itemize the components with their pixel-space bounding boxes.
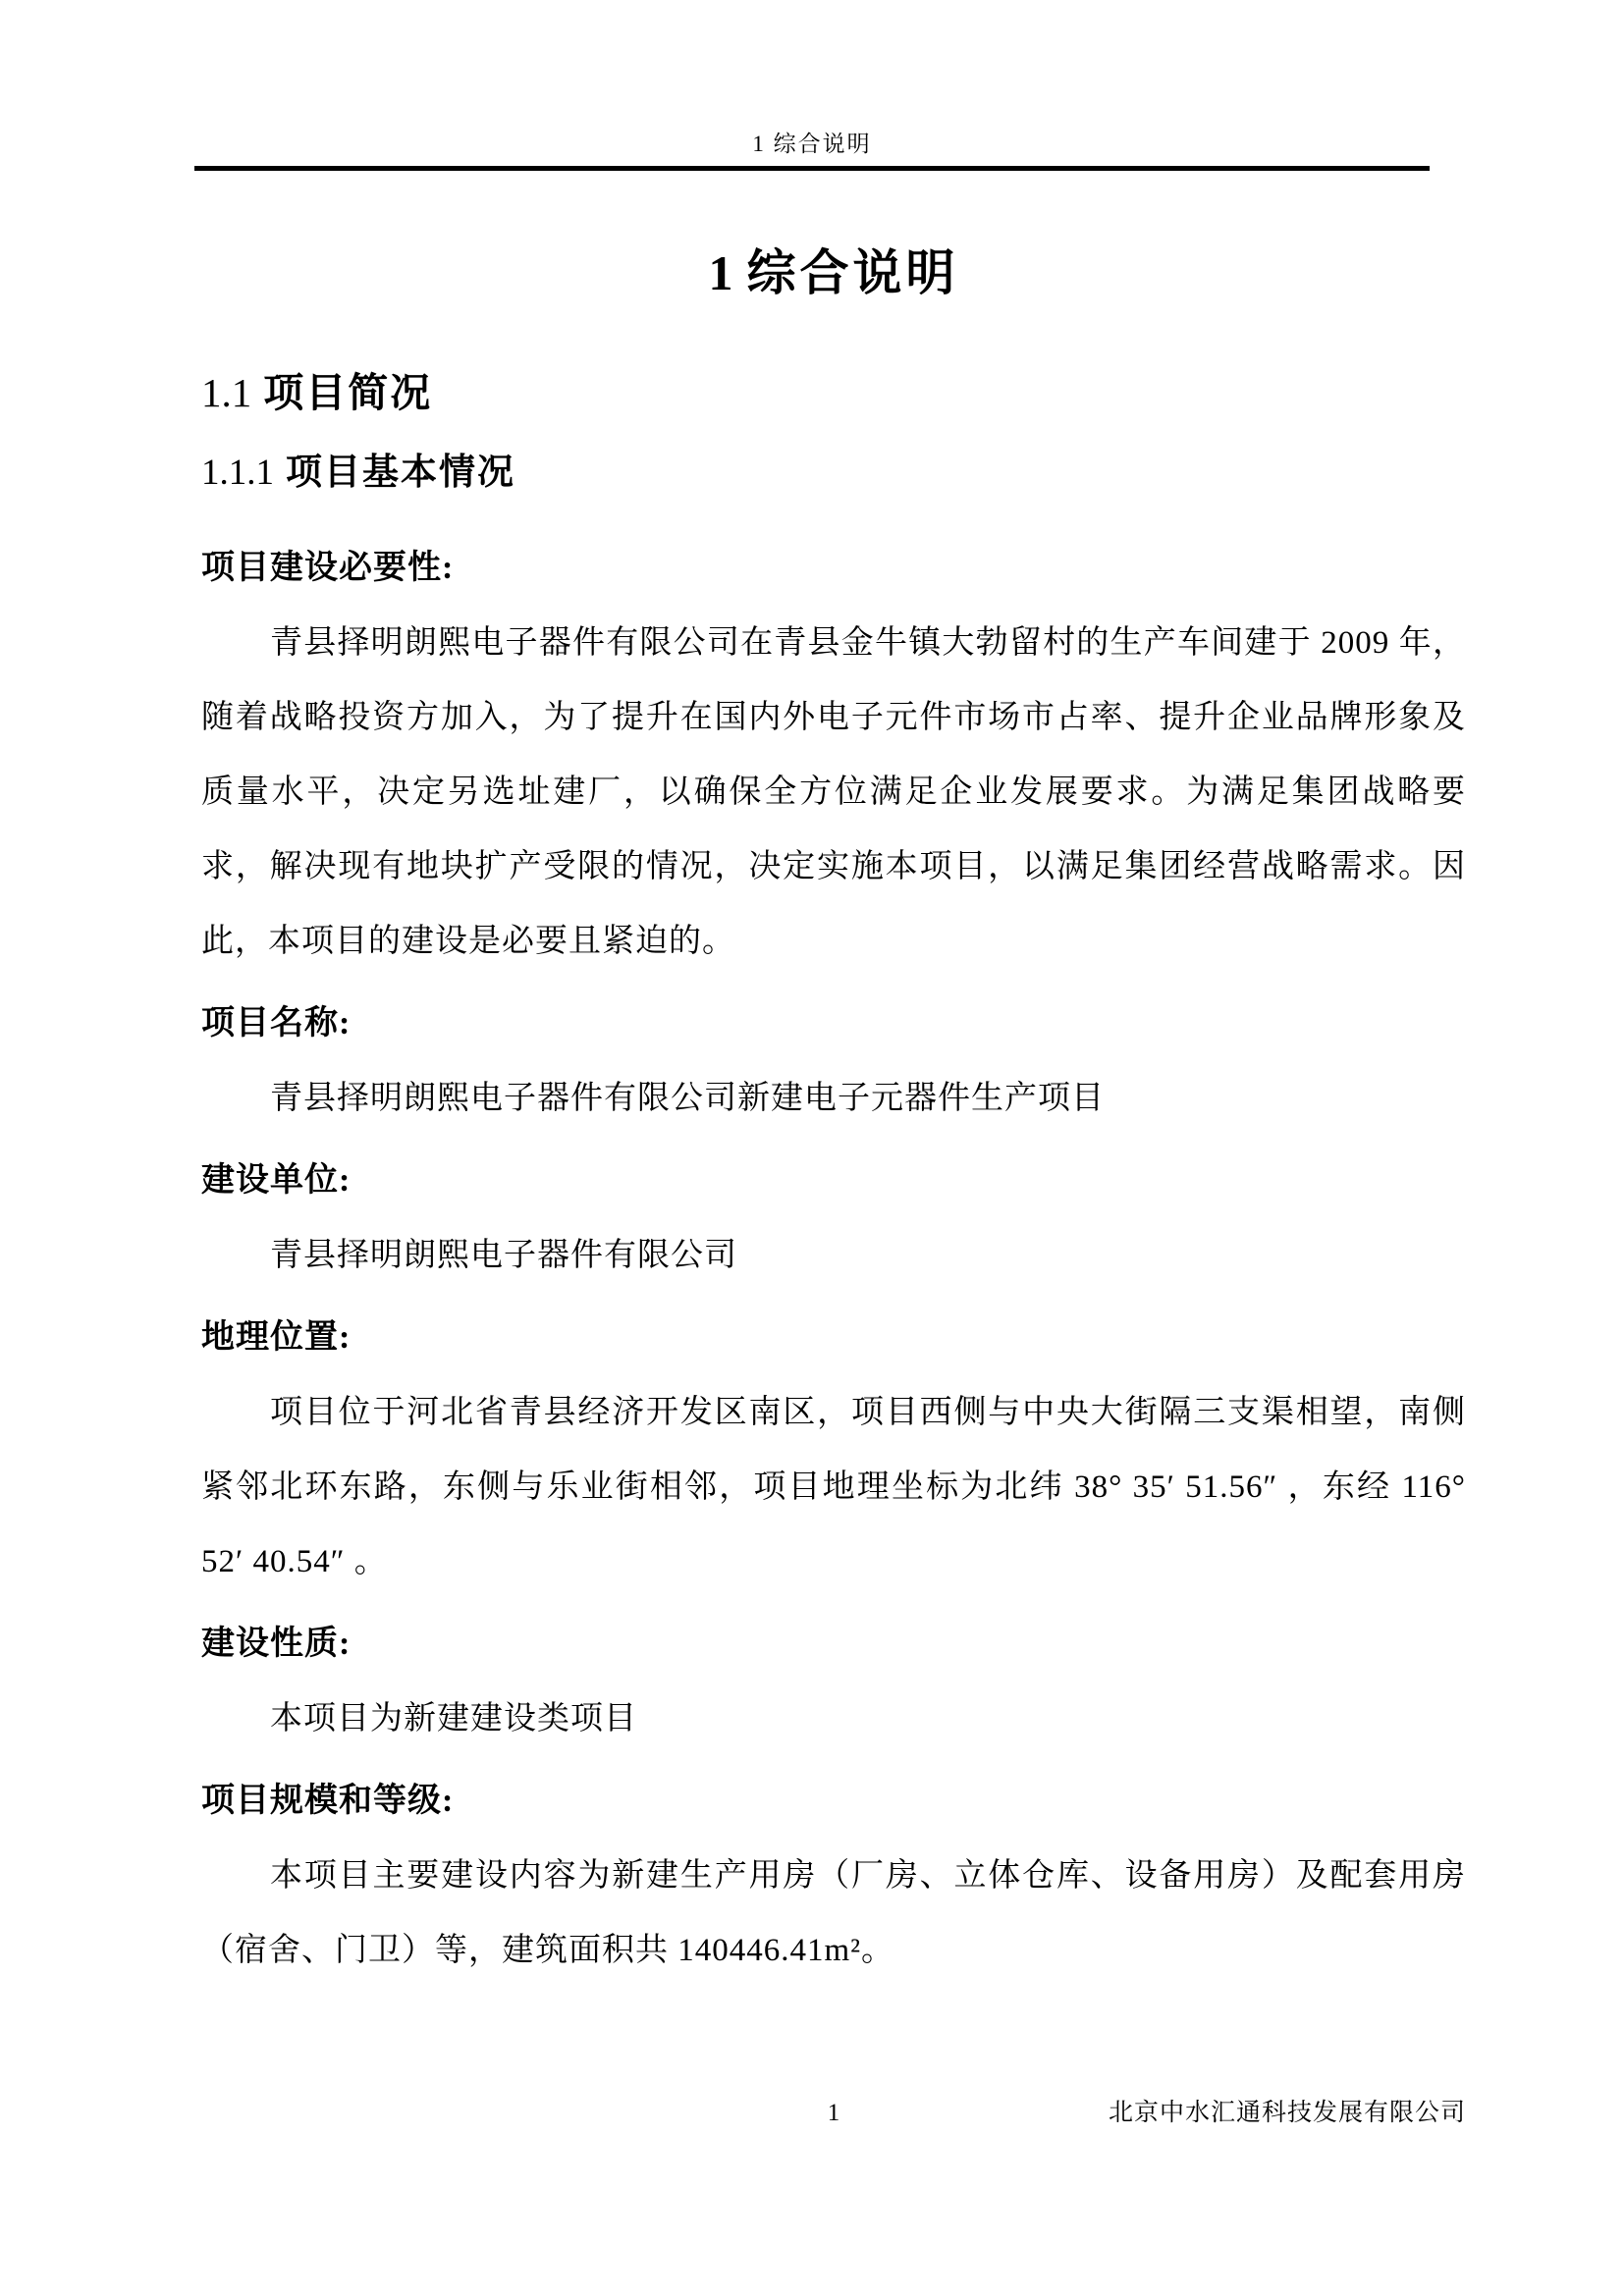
- run-in-label-project-name: 项目名称:: [201, 1005, 352, 1041]
- body-paragraph-scale: 本项目主要建设内容为新建生产用房（厂房、立体仓库、设备用房）及配套用房（宿舍、门卫）等，建筑面积共 140446.41m²。: [201, 1858, 1466, 1968]
- page-footer: [201, 2099, 1466, 2132]
- run-in-label-builder: 建设单位:: [201, 1162, 352, 1199]
- body-blocks: [201, 531, 1466, 1988]
- chapter-number: 1: [708, 245, 733, 300]
- body-paragraph-builder: 青县择明朗熙电子器件有限公司: [270, 1238, 737, 1273]
- subsection-heading-text: 项目基本情况: [286, 452, 515, 492]
- run-in-label-scale: 项目规模和等级:: [201, 1783, 455, 1819]
- body-paragraph-nature: 本项目为新建建设类项目: [270, 1701, 637, 1736]
- run-in-label-necessity: 项目建设必要性:: [201, 550, 455, 586]
- section-heading-text: 项目简况: [263, 370, 433, 415]
- section-number: 1.1: [201, 370, 252, 415]
- chapter-title: [201, 241, 1466, 304]
- body-paragraph-location: 项目位于河北省青县经济开发区南区，项目西侧与中央大街隔三支渠相望，南侧紧邻北环东路，东侧与乐业街相邻，项目地理坐标为北纬 38° 35′ 51.56″ ，东经 116° 52′ 40.54″ 。: [201, 1395, 1466, 1579]
- section-heading: [201, 367, 1466, 418]
- subsection-number: 1.1.1: [201, 453, 274, 493]
- run-in-label-nature: 建设性质:: [201, 1626, 352, 1662]
- page-content: [201, 0, 1466, 1988]
- subsection-heading: [201, 450, 1466, 496]
- footer-company-name: 北京中水汇通科技发展有限公司: [1108, 2100, 1466, 2126]
- body-paragraph-project-name: 青县择明朗熙电子器件有限公司新建电子元器件生产项目: [270, 1081, 1105, 1116]
- running-header-title: 1 综合说明: [194, 0, 1430, 171]
- chapter-title-text: 综合说明: [746, 245, 959, 300]
- body-paragraph-necessity: 青县择明朗熙电子器件有限公司在青县金牛镇大勃留村的生产车间建于 2009 年，随着战略投资方加入，为了提升在国内外电子元件市场市占率、提升企业品牌形象及质量水平，决定另选址建厂，以确保全方位满足企业发展要求。为满足集团战略要求，解决现有地块扩产受限的情况，决定实施本项目，以满足集团经营战略需求。因此，本项目的建设是必要且紧迫的。: [201, 625, 1466, 959]
- page-number: 1: [827, 2100, 840, 2126]
- run-in-label-location: 地理位置:: [201, 1319, 352, 1356]
